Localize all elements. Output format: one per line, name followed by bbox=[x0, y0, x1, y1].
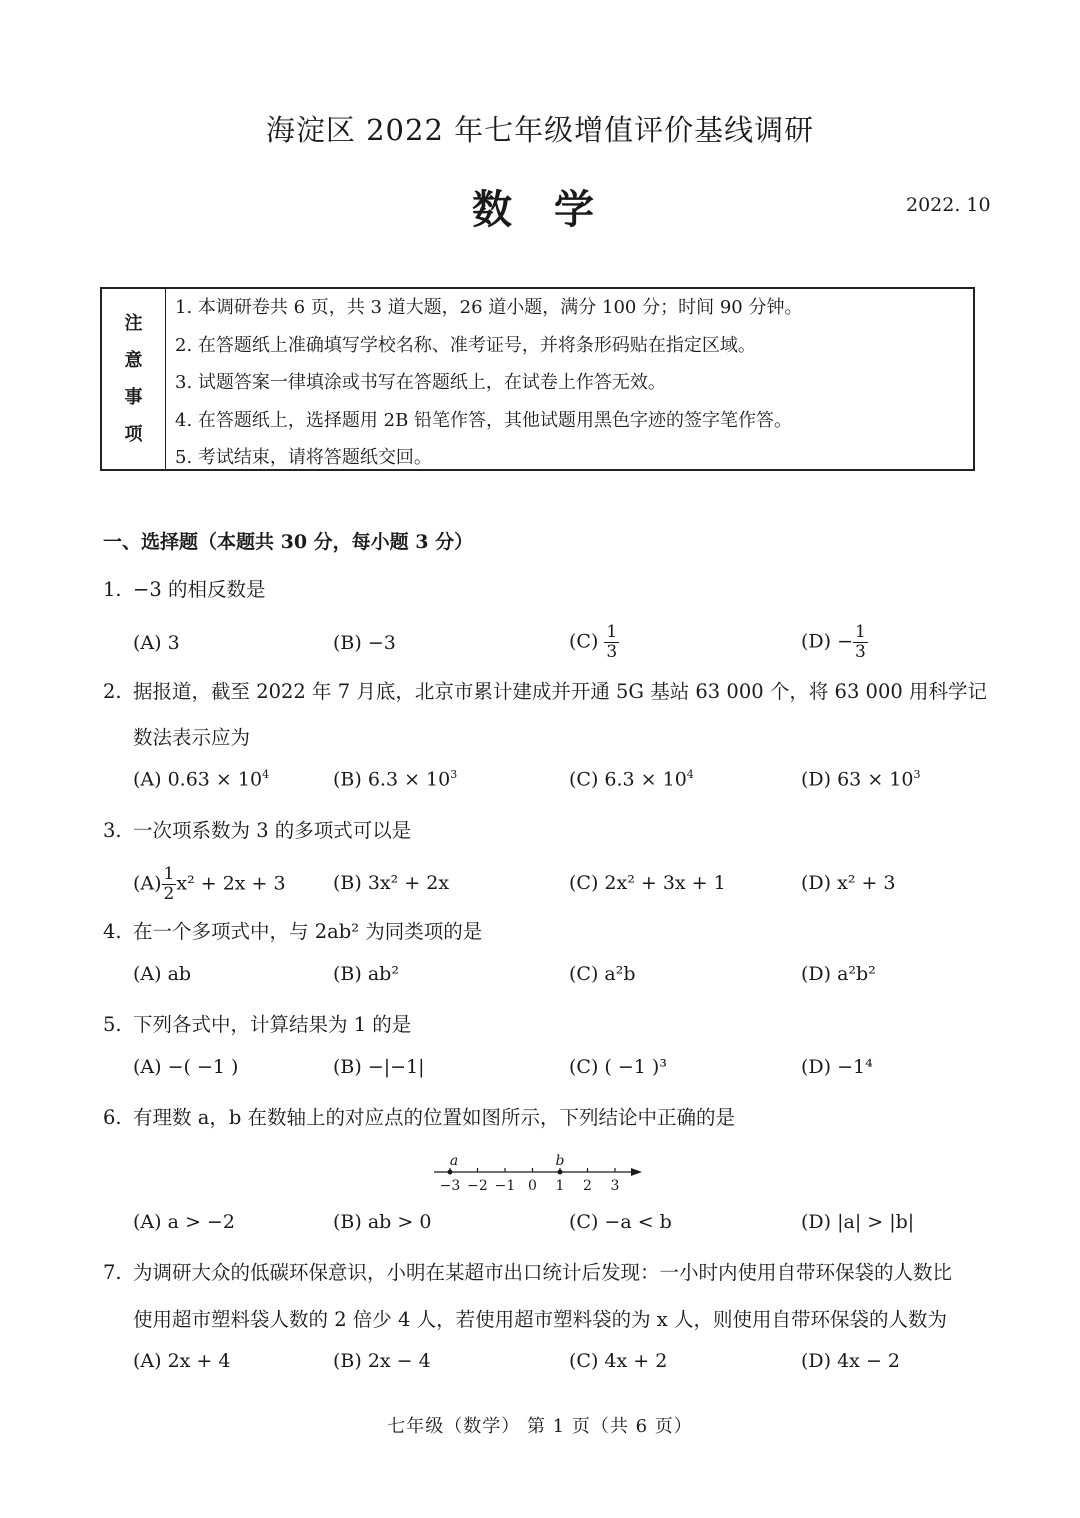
option-a: (A) 2x + 4 bbox=[133, 1350, 231, 1372]
option-b: (B) 2x − 4 bbox=[333, 1350, 431, 1372]
page-footer: 七年级（数学） 第 1 页（共 6 页） bbox=[387, 1416, 693, 1437]
option-label: (D) 63 × 10 bbox=[801, 768, 914, 791]
question-number: 5. bbox=[103, 1013, 122, 1036]
option-d: (D) 4x − 2 bbox=[801, 1350, 900, 1372]
option-c: (C) −a < b bbox=[569, 1211, 672, 1233]
notice-box bbox=[100, 287, 975, 471]
question-number: 3. bbox=[103, 819, 122, 842]
question-number: 7. bbox=[103, 1261, 122, 1284]
option-a bbox=[133, 866, 286, 903]
option-a: (A) −( −1 ) bbox=[133, 1056, 239, 1078]
option-a bbox=[133, 768, 269, 790]
point-a-label: a bbox=[449, 1153, 459, 1169]
arrow-right-icon bbox=[631, 1168, 642, 1176]
fraction bbox=[853, 624, 868, 661]
option-label: (A) 0.63 × 10 bbox=[133, 768, 263, 791]
notice-label-char: 意 bbox=[124, 350, 143, 371]
option-label: (C) 6.3 × 10 bbox=[569, 768, 687, 791]
question-4 bbox=[103, 916, 482, 944]
notice-label bbox=[102, 289, 166, 469]
question-number: 6. bbox=[103, 1106, 122, 1129]
option-c bbox=[569, 624, 619, 661]
question-stem: 为调研大众的低碳环保意识，小明在某超市出口统计后发现：一小时内使用自带环保袋的人数比 bbox=[133, 1261, 953, 1284]
number-line-tick-label: 3 bbox=[610, 1178, 620, 1194]
option-c: (C) 4x + 2 bbox=[569, 1350, 668, 1372]
notice-item: 1. 本调研卷共 6 页，共 3 道大题，26 道小题，满分 100 分；时间 90 分钟。 bbox=[175, 297, 803, 318]
exponent: 3 bbox=[450, 768, 458, 781]
exam-date: 2022. 10 bbox=[906, 194, 991, 216]
option-a: (A) a > −2 bbox=[133, 1211, 235, 1233]
notice-label-char: 注 bbox=[124, 313, 143, 334]
option-label: (B) 6.3 × 10 bbox=[333, 768, 451, 791]
option-b bbox=[333, 768, 457, 790]
point-a-marker bbox=[448, 1170, 453, 1175]
number-line-figure bbox=[420, 1148, 660, 1198]
notice-item: 3. 试题答案一律填涂或书写在答题纸上，在试卷上作答无效。 bbox=[175, 372, 666, 393]
option-b: (B) −3 bbox=[333, 632, 396, 654]
question-5 bbox=[103, 1009, 411, 1037]
option-a: (A) ab bbox=[133, 963, 192, 985]
option-expression: x² + 2x + 3 bbox=[176, 872, 286, 895]
question-number: 2. bbox=[103, 680, 122, 703]
question-6 bbox=[103, 1102, 735, 1130]
option-b: (B) ab² bbox=[333, 963, 399, 985]
fraction bbox=[162, 866, 177, 903]
fraction bbox=[604, 624, 619, 661]
option-label: (C) bbox=[569, 630, 599, 653]
option-b: (B) ab > 0 bbox=[333, 1211, 432, 1233]
fraction-denominator: 3 bbox=[606, 642, 618, 662]
question-stem-continued: 使用超市塑料袋人数的 2 倍少 4 人，若使用超市塑料袋的为 x 人，则使用自带环保袋的人数为 bbox=[133, 1308, 948, 1331]
point-b-marker bbox=[558, 1170, 563, 1175]
question-stem: 有理数 a，b 在数轴上的对应点的位置如图所示，下列结论中正确的是 bbox=[133, 1106, 736, 1129]
notice-label-char: 项 bbox=[124, 424, 143, 445]
exam-title: 海淀区 2022 年七年级增值评价基线调研 bbox=[265, 113, 815, 147]
number-line-tick-label: −2 bbox=[467, 1178, 488, 1194]
option-d bbox=[801, 624, 868, 661]
option-d: (D) x² + 3 bbox=[801, 872, 896, 894]
question-stem: −3 的相反数是 bbox=[133, 578, 266, 601]
number-line-tick-label: −1 bbox=[494, 1178, 516, 1194]
number-line-tick-label: −3 bbox=[439, 1178, 461, 1194]
question-stem: 在一个多项式中，与 2ab² 为同类项的是 bbox=[133, 920, 483, 943]
option-label: (A) bbox=[133, 872, 162, 895]
option-c bbox=[569, 768, 694, 790]
option-d: (D) |a| > |b| bbox=[801, 1211, 915, 1233]
number-line-tick-label: 2 bbox=[583, 1178, 592, 1194]
option-c: (C) 2x² + 3x + 1 bbox=[569, 872, 726, 894]
exponent: 4 bbox=[686, 768, 694, 781]
option-d: (D) −1⁴ bbox=[801, 1056, 873, 1078]
fraction-numerator: 1 bbox=[855, 622, 866, 642]
fraction-denominator: 3 bbox=[855, 642, 866, 662]
notice-list bbox=[166, 289, 973, 469]
option-c: (C) a²b bbox=[569, 963, 636, 985]
fraction-numerator: 1 bbox=[163, 864, 175, 884]
option-d bbox=[801, 768, 920, 790]
point-b-label: b bbox=[555, 1153, 565, 1169]
question-number: 4. bbox=[103, 920, 122, 943]
question-1 bbox=[103, 574, 265, 602]
question-stem: 据报道，截至 2022 年 7 月底，北京市累计建成并开通 5G 基站 63 000 个，将 63 000 用科学记 bbox=[133, 680, 987, 703]
option-b: (B) 3x² + 2x bbox=[333, 872, 450, 894]
notice-label-char: 事 bbox=[124, 387, 143, 408]
question-stem: 一次项系数为 3 的多项式可以是 bbox=[133, 819, 412, 842]
question-2 bbox=[103, 676, 987, 704]
notice-item: 2. 在答题纸上准确填写学校名称、准考证号，并将条形码贴在指定区域。 bbox=[175, 334, 756, 356]
question-stem: 下列各式中，计算结果为 1 的是 bbox=[133, 1013, 412, 1036]
number-line-tick-label: 0 bbox=[528, 1178, 537, 1194]
subject-title: 数 学 bbox=[472, 186, 608, 233]
option-d: (D) a²b² bbox=[801, 963, 876, 985]
option-a: (A) 3 bbox=[133, 632, 180, 654]
option-b: (B) −|−1| bbox=[333, 1056, 425, 1078]
question-7 bbox=[103, 1257, 952, 1285]
question-stem-continued: 数法表示应为 bbox=[133, 726, 251, 749]
section-heading: 一、选择题（本题共 30 分，每小题 3 分） bbox=[103, 531, 474, 553]
number-line-tick-label: 1 bbox=[555, 1178, 565, 1194]
question-3 bbox=[103, 815, 411, 843]
option-label: (D) − bbox=[801, 630, 854, 653]
option-c: (C) ( −1 )³ bbox=[569, 1056, 667, 1078]
exponent: 3 bbox=[913, 768, 921, 781]
fraction-denominator: 2 bbox=[163, 884, 175, 904]
notice-item: 5. 考试结束，请将答题纸交回。 bbox=[175, 447, 432, 468]
notice-item: 4. 在答题纸上，选择题用 2B 铅笔作答，其他试题用黑色字迹的签字笔作答。 bbox=[175, 409, 793, 431]
question-number: 1. bbox=[103, 578, 122, 601]
exponent: 4 bbox=[262, 768, 270, 781]
fraction-numerator: 1 bbox=[606, 622, 618, 642]
